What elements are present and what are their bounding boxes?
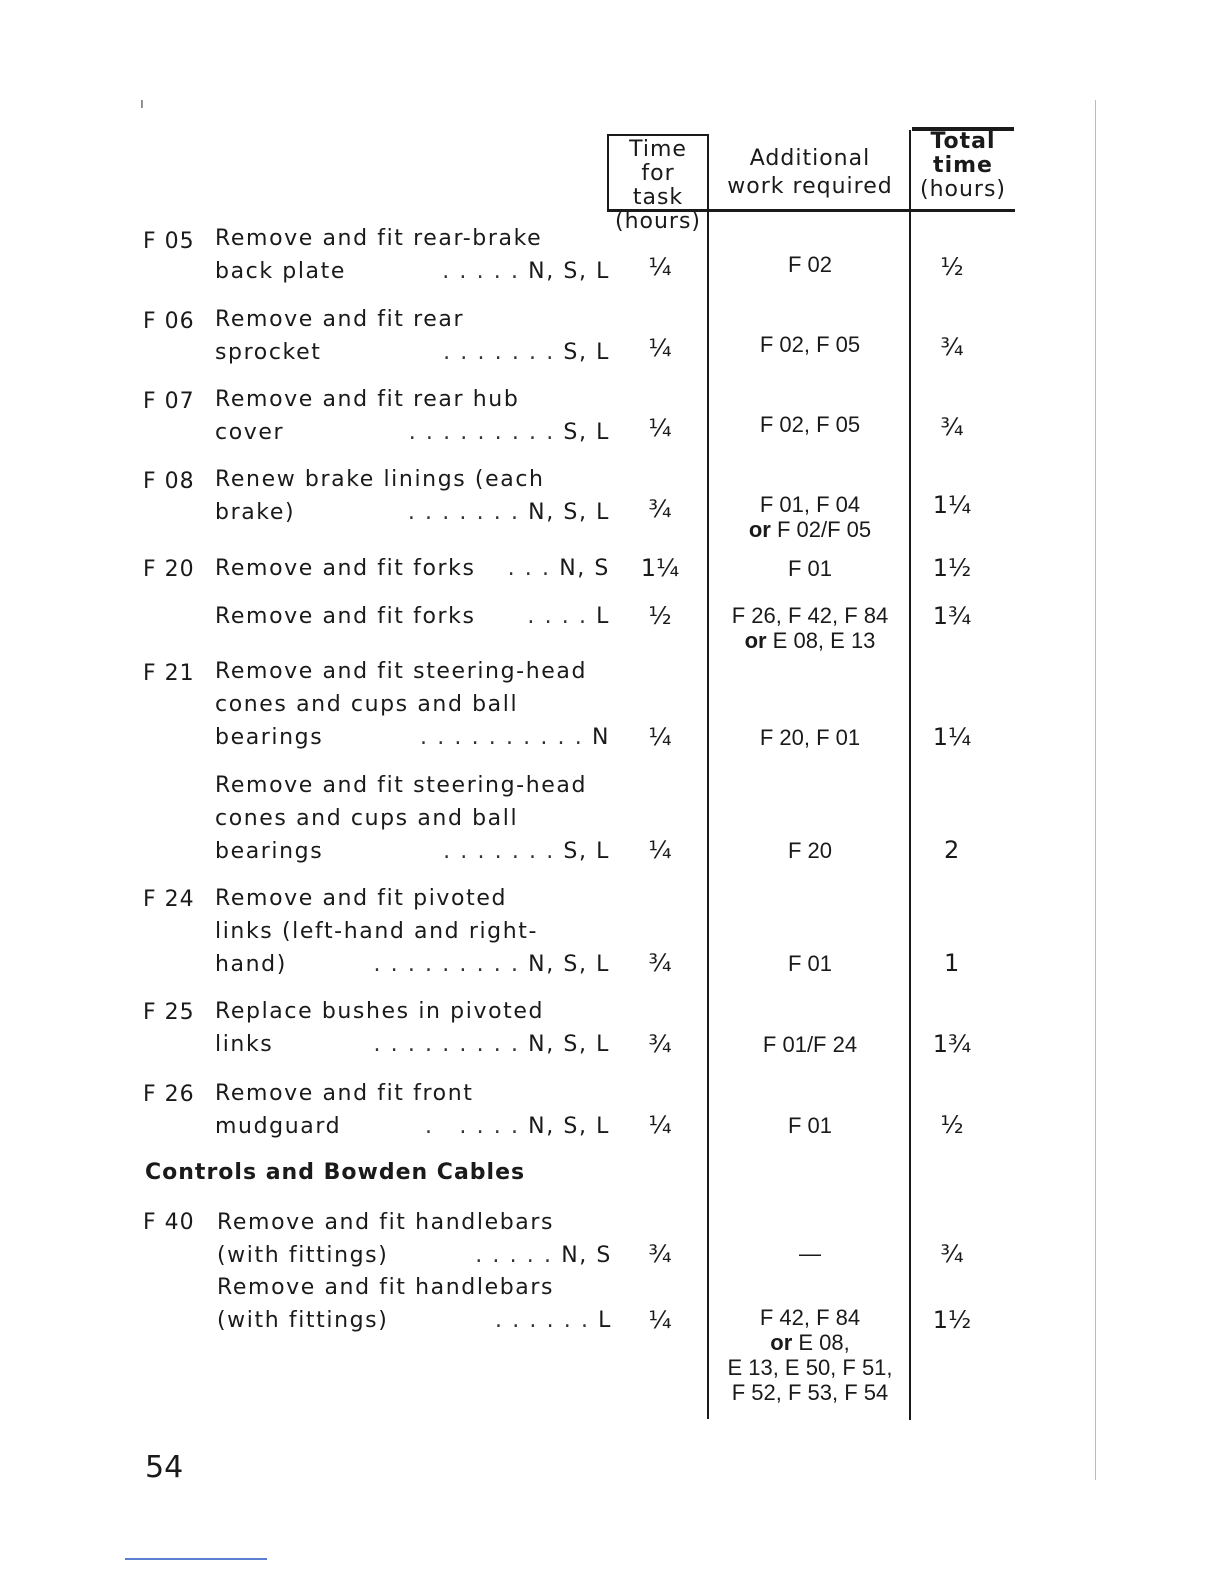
row-additional-work: F 02 [787, 252, 833, 277]
row-total-time: ¾ [940, 333, 964, 361]
bottom-line [125, 1558, 267, 1560]
header-total-time: Total time (hours) [919, 129, 1007, 202]
row-additional-work: F 02, F 05 [759, 332, 861, 357]
row-additional-work: F 01, F 04 or F 02/F 05 [748, 492, 872, 542]
row-code: F 07 [143, 389, 195, 414]
row-time: ½ [648, 602, 672, 630]
row-code: F 40 [143, 1210, 195, 1235]
row-total-time: ½ [940, 253, 964, 281]
header-top-rule-1 [607, 134, 707, 136]
row-description: Replace bushes in pivoted links . . . . . . . . . N, S, L [215, 999, 610, 1057]
row-time: ¼ [648, 1111, 672, 1139]
row-time: ¼ [648, 1306, 672, 1334]
row-total-time: 1½ [932, 554, 972, 582]
row-total-time: ¾ [940, 413, 964, 441]
row-code: F 21 [143, 661, 195, 686]
row-description: Remove and fit rear-brake back plate . . . . . N, S, L [215, 226, 610, 284]
row-time: ¼ [648, 334, 672, 362]
row-total-time: 1¼ [932, 491, 972, 519]
row-time: ¾ [648, 1240, 672, 1268]
row-code: F 05 [143, 229, 195, 254]
row-description: Remove and fit handlebars (with fittings) . . . . . . L [217, 1275, 612, 1333]
row-time: ¼ [648, 836, 672, 864]
row-total-time: 2 [944, 836, 960, 864]
row-description: Remove and fit steering-head cones and cups and ball bearings . . . . . . . . . . N [215, 659, 610, 750]
row-description: Remove and fit front mudguard . . . . . N, S, L [215, 1081, 610, 1139]
row-description: Renew brake linings (each brake) . . . . . . . N, S, L [215, 467, 610, 525]
section-heading: Controls and Bowden Cables [145, 1160, 526, 1185]
row-total-time: 1 [944, 949, 960, 977]
row-additional-work: F 02, F 05 [759, 412, 861, 437]
row-additional-work: F 01/F 24 [762, 1032, 858, 1057]
row-code: F 26 [143, 1082, 195, 1107]
row-total-time: ½ [940, 1111, 964, 1139]
row-total-time: 1½ [932, 1306, 972, 1334]
row-description: Remove and fit pivoted links (left-hand and right- hand) . . . . . . . . . N, S, L [215, 886, 610, 977]
column-divider-1 [707, 134, 709, 1419]
row-time: 1¼ [640, 554, 680, 582]
or-keyword: or [748, 517, 771, 542]
row-description: Remove and fit rear hub cover . . . . . . . . . S, L [215, 387, 610, 445]
row-time: ¾ [648, 949, 672, 977]
row-time: ¼ [648, 723, 672, 751]
stray-mark: ı [140, 96, 144, 112]
row-total-time: ¾ [940, 1240, 964, 1268]
column-divider-2 [909, 130, 911, 1420]
row-description: Remove and fit forks . . . . L [215, 604, 610, 629]
row-additional-work: F 01 [787, 1113, 833, 1138]
header-time-for-task: Time for task (hours) [614, 137, 702, 234]
row-total-time: 1¾ [932, 1030, 972, 1058]
row-code: F 24 [143, 887, 195, 912]
row-code: F 20 [143, 557, 195, 582]
row-time: ¼ [648, 414, 672, 442]
row-code: F 08 [143, 469, 195, 494]
row-additional-work: F 01 [787, 556, 833, 581]
row-description: Remove and fit forks . . . N, S [215, 556, 610, 581]
row-additional-work: F 20 [787, 838, 833, 863]
or-keyword: or [770, 1330, 793, 1355]
row-time: ¼ [648, 253, 672, 281]
row-total-time: 1¼ [932, 723, 972, 751]
row-description: Remove and fit handlebars (with fittings) . . . . . N, S [217, 1210, 612, 1268]
row-additional-work: F 42, F 84 or E 08, E 13, E 50, F 51, F 52, F 53, F 54 [727, 1305, 893, 1405]
row-description: Remove and fit rear sprocket . . . . . . . S, L [215, 307, 610, 365]
row-time: ¾ [648, 1030, 672, 1058]
or-keyword: or [744, 628, 767, 653]
page-number: 54 [145, 1450, 184, 1485]
row-total-time: 1¾ [932, 602, 972, 630]
row-description: Remove and fit steering-head cones and cups and ball bearings . . . . . . . S, L [215, 773, 610, 864]
row-additional-work: — [799, 1241, 821, 1266]
row-additional-work: F 26, F 42, F 84 or E 08, E 13 [731, 603, 889, 653]
row-additional-work: F 01 [787, 951, 833, 976]
row-code: F 25 [143, 1000, 195, 1025]
page-edge-line [1095, 100, 1096, 1480]
row-code: F 06 [143, 309, 195, 334]
row-time: ¾ [648, 495, 672, 523]
row-additional-work: F 20, F 01 [759, 725, 861, 750]
header-additional-work: Additional work required [727, 146, 893, 199]
